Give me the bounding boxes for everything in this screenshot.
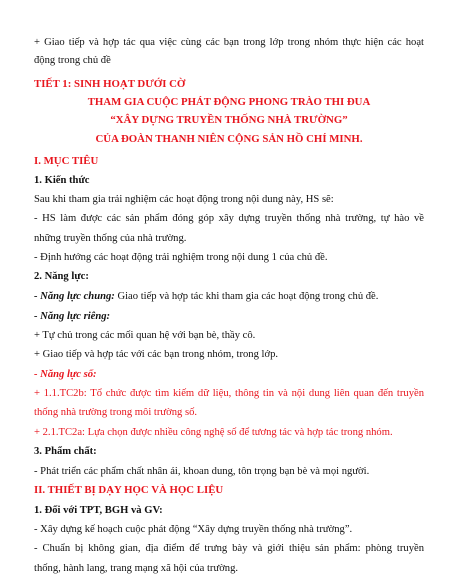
paragraph-line: + Giao tiếp và hợp tác qua việc cùng các bạn trong lớp trong nhóm thực hiện các hoạt [34, 37, 424, 48]
paragraph-line: những truyền thống của nhà trường. [34, 233, 187, 244]
general-competence-text: Giao tiếp và hợp tác khi tham gia các hoạt động trong chủ đề. [114, 291, 379, 302]
section-heading-objectives: I. MỤC TIÊU [34, 155, 99, 167]
paragraph-line: - HS làm được các sản phẩm đóng góp xây dựng truyền thống nhà trường, tự hào về [34, 213, 424, 224]
subheading-staff: 1. Đối với TPT, BGH và GV: [34, 505, 163, 516]
subheading-competence: 2. Năng lực: [34, 271, 89, 282]
paragraph-line: + Tự chủ trong các mối quan hệ với bạn bè, thầy cô. [34, 330, 256, 341]
digital-competence-line: + 2.1.TC2a: Lựa chọn được nhiều công nghệ số để tương tác và hợp tác trong nhóm. [34, 427, 393, 438]
subheading-qualities: 3. Phẩm chất: [34, 446, 97, 457]
digital-competence-line: + 1.1.TC2b: Tổ chức được tìm kiếm dữ liệu, thông tin và nội dung liên quan đến truyền [34, 388, 424, 399]
campaign-title-line-2: “XÂY DỰNG TRUYỀN THỐNG NHÀ TRƯỜNG” [110, 114, 348, 126]
campaign-title-line-1: THAM GIA CUỘC PHÁT ĐỘNG PHONG TRÀO THI ĐUA [87, 96, 371, 108]
specific-competence-label: - Năng lực riêng: [34, 311, 111, 322]
subheading-knowledge: 1. Kiến thức [34, 175, 90, 186]
paragraph-line: - Chuẩn bị không gian, địa điểm để trưng bày và giới thiệu sản phẩm: phòng truyền [34, 543, 424, 554]
general-competence-line [34, 290, 378, 303]
paragraph-line: - Phát triển các phẩm chất nhân ái, khoan dung, tôn trọng bạn bè và mọi người. [34, 466, 370, 477]
lesson-title: TIẾT 1: SINH HOẠT DƯỚI CỜ [34, 78, 186, 90]
paragraph-line: thống, hành lang, trang mạng xã hội của trường. [34, 563, 239, 574]
paragraph-line: - Xây dựng kế hoạch cuộc phát động “Xây dựng truyền thống nhà trường”. [34, 524, 353, 535]
paragraph-line: động trong chủ đề [34, 55, 111, 66]
section-heading-equipment: II. THIẾT BỊ DẠY HỌC VÀ HỌC LIỆU [34, 484, 224, 496]
paragraph-line: Sau khi tham gia trải nghiệm các hoạt động trong nội dung này, HS sẽ: [34, 194, 334, 205]
paragraph-line: + Giao tiếp và hợp tác với các bạn trong nhóm, trong lớp. [34, 349, 279, 360]
digital-competence-line: thống nhà trường trong môi trường số. [34, 407, 198, 418]
digital-competence-label: - Năng lực số: [34, 369, 97, 380]
general-competence-label: - Năng lực chung: [34, 291, 115, 302]
campaign-title-line-3: CỦA ĐOÀN THANH NIÊN CỘNG SẢN HỒ CHÍ MINH. [95, 133, 363, 145]
paragraph-line: - Định hướng các hoạt động trải nghiệm trong nội dung 1 của chủ đề. [34, 252, 328, 263]
